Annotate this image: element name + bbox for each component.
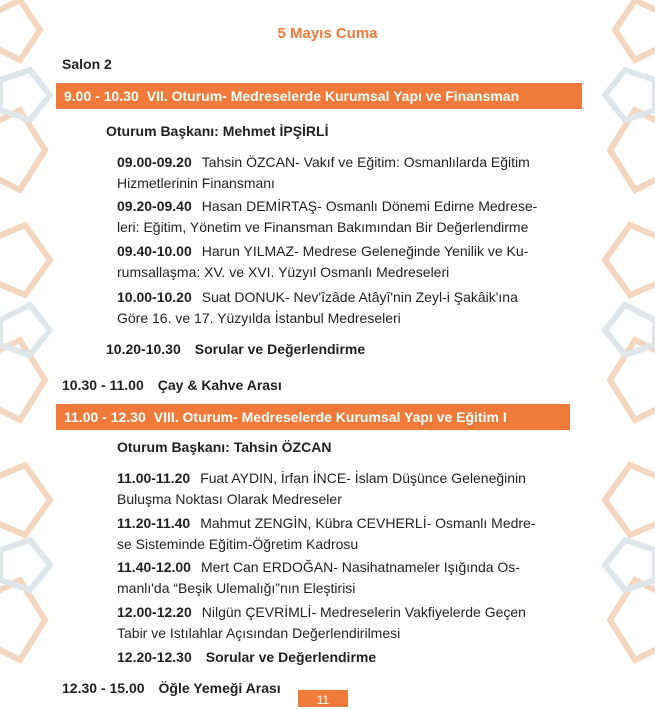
break-row: [62, 680, 281, 696]
talk-text-cont: Göre 16. ve 17. Yüzyılda İstanbul Medreseleri: [117, 310, 401, 326]
talk-item: [117, 602, 587, 644]
talk-item: [117, 241, 587, 283]
qa-time: 10.20-10.30: [106, 341, 181, 357]
qa-label: Sorular ve Değerlendirme: [194, 341, 366, 357]
break-time: 12.30 - 15.00: [62, 680, 145, 696]
session-chair: Oturum Başkanı: Mehmet İPŞİRLİ: [106, 123, 329, 139]
talk-text: Nilgün ÇEVRİMLİ- Medreselerin Vakfiyelerde Geçen: [201, 604, 526, 620]
session-header-2: [56, 404, 570, 430]
talk-text: Fuat AYDIN, İrfan İNCE- İslam Düşünce Geleneğinin: [200, 470, 526, 486]
talk-text-cont: rumsallaşma: XV. ve XVI. Yüzyıl Osmanlı Medreseleri: [117, 264, 450, 280]
session-title: VII. Oturum- Medreselerde Kurumsal Yapı ve Finansman: [146, 88, 520, 104]
break-time: 10.30 - 11.00: [62, 377, 144, 393]
talk-item: [117, 152, 587, 194]
talk-time: 11.20-11.40: [117, 515, 191, 531]
session-header-1: [56, 83, 582, 109]
session-time: 11.00 - 12.30: [64, 409, 146, 425]
talk-item: [117, 196, 587, 238]
break-row: [62, 377, 282, 393]
talk-item: [117, 557, 587, 599]
talk-text-cont: Hizmetlerinin Finansmanı: [117, 175, 275, 191]
talk-text-cont: Tabir ve Istılahlar Açısından Değerlendirilmesi: [117, 625, 401, 641]
talk-text: Hasan DEMİRTAŞ- Osmanlı Dönemi Edirne Medrese-: [201, 198, 538, 214]
session-time: 9.00 - 10.30: [64, 88, 139, 104]
talk-text-cont: manlı'da “Beşik Ulemalığı”nın Eleştirisi: [117, 580, 356, 596]
qa-row: [106, 341, 365, 357]
talk-item: [117, 513, 587, 555]
talk-text-cont: leri: Eğitim, Yönetim ve Finansman Bakımından Bir Değerlendirme: [117, 219, 529, 235]
talk-text: Tahsin ÖZCAN- Vakıf ve Eğitim: Osmanlılarda Eğitim: [201, 154, 530, 170]
session-title: VIII. Oturum- Medreselerde Kurumsal Yapı ve Eğitim I: [153, 409, 507, 425]
talk-time: 09.20-09.40: [117, 198, 192, 214]
session-chair: Oturum Başkanı: Tahsin ÖZCAN: [117, 439, 332, 455]
talk-item: [117, 287, 587, 329]
talk-time: 11.00-11.20: [117, 470, 191, 486]
break-label: Öğle Yemeği Arası: [158, 680, 281, 696]
qa-row: [117, 649, 376, 665]
page-number: 11: [298, 690, 348, 707]
talk-text: Mert Can ERDOĞAN- Nasihatnameler Işığında Os-: [200, 559, 520, 575]
talk-time: 10.00-10.20: [117, 289, 192, 305]
qa-time: 12.20-12.30: [117, 649, 192, 665]
talk-text: Suat DONUK- Nev'îzâde Atâyî'nin Zeyl-i Şakâik'ına: [201, 289, 518, 305]
talk-text: Mahmut ZENGİN, Kübra CEVHERLİ- Osmanlı Medre-: [200, 515, 536, 531]
qa-label: Sorular ve Değerlendirme: [205, 649, 377, 665]
talk-time: 11.40-12.00: [117, 559, 191, 575]
talk-time: 12.00-12.20: [117, 604, 192, 620]
talk-time: 09.00-09.20: [117, 154, 192, 170]
talk-text: Harun YILMAZ- Medrese Geleneğinde Yenilik ve Ku-: [201, 243, 529, 259]
break-label: Çay & Kahve Arası: [157, 377, 282, 393]
day-title: 5 Mayıs Cuma: [277, 25, 378, 42]
salon-label: Salon 2: [62, 56, 112, 72]
talk-text-cont: se Sisteminde Eğitim-Öğretim Kadrosu: [117, 536, 359, 552]
talk-time: 09.40-10.00: [117, 243, 192, 259]
talk-text-cont: Buluşma Noktası Olarak Medreseler: [117, 491, 342, 507]
talk-item: [117, 468, 587, 510]
